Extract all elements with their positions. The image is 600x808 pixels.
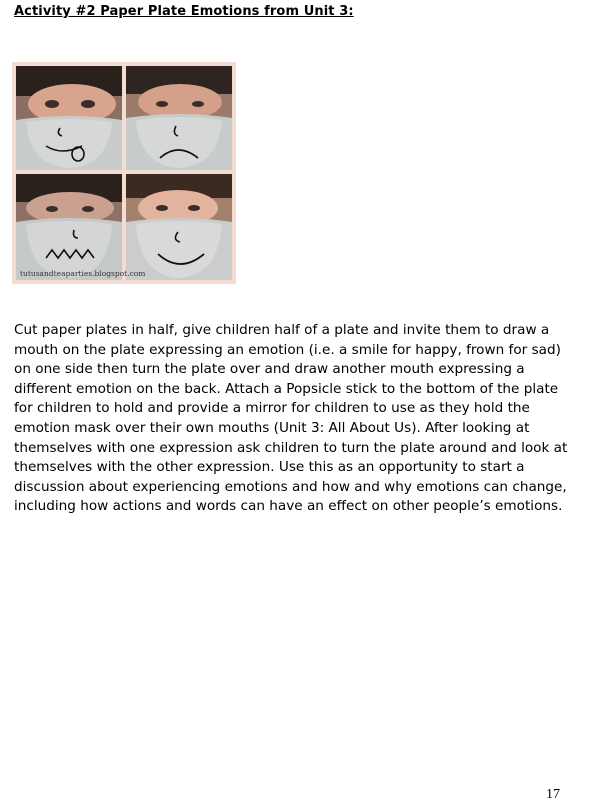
page-number: 17 xyxy=(546,787,560,802)
photo-panel-angry xyxy=(16,174,122,280)
activity-heading: Activity #2 Paper Plate Emotions from Unit 3: xyxy=(14,4,354,19)
paper-plate-faces-photo xyxy=(12,62,236,284)
photo-panel-sad xyxy=(126,66,232,170)
photo-panel-happy xyxy=(126,174,232,280)
photo-credit: tutusandteaparties.blogspot.com xyxy=(20,269,146,278)
photo-panel-silly xyxy=(16,66,122,170)
activity-description: Cut paper plates in half, give children half of a plate and invite them to draw a mouth on the plate expressing an emotion (i.e. a smile for happy, frown for sad) on one side then turn the plate over and draw another mouth expressing a different emotion on the back. Attach a Popsicle stick to the bottom of the plate for children to hold and provide a mirror for children to use as they hold the emotion mask over their own mouths (Unit 3: All About Us). After looking at themselves with one expression ask children to turn the plate around and look at themselves with the other expression. Use this as an opportunity to start a discussion about experiencing emotions and how and why emotions can change, including how actions and words can have an effect on other people’s emotions. xyxy=(14,322,568,515)
